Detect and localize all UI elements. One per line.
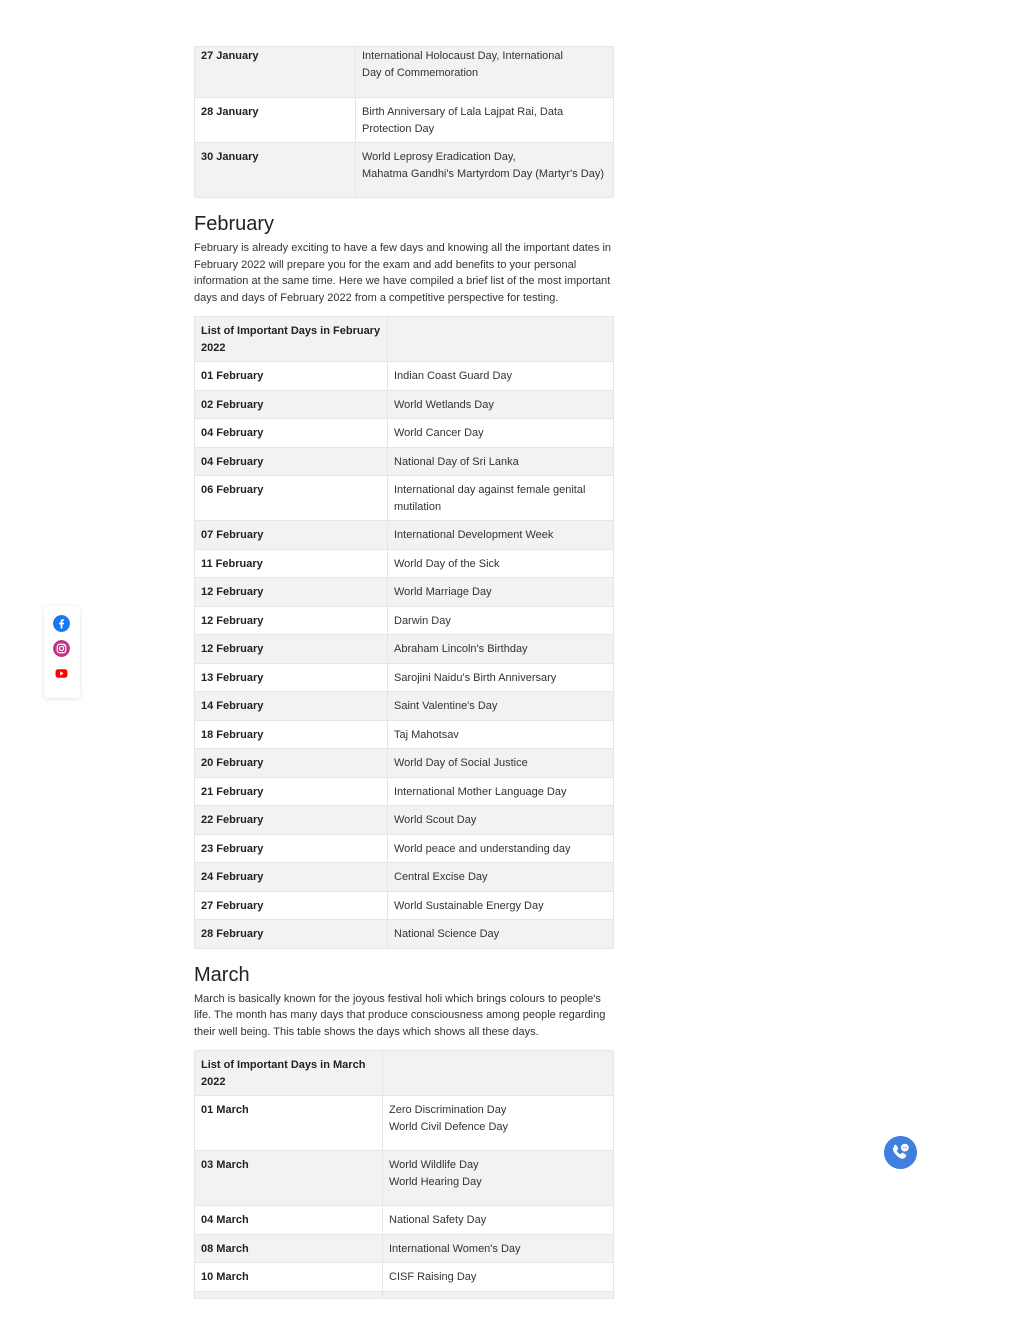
date-cell: 06 February — [195, 476, 388, 521]
date-cell: 13 February — [195, 663, 388, 692]
event-cell: Sarojini Naidu's Birth Anniversary — [388, 663, 614, 692]
event-cell: World Scout Day — [388, 806, 614, 835]
article-content — [194, 46, 613, 1299]
date-cell: 23 February — [195, 834, 388, 863]
event-cell: Abraham Lincoln's Birthday — [388, 635, 614, 664]
date-cell: 28 February — [195, 920, 388, 949]
date-cell: 27 January — [195, 47, 356, 98]
date-cell: 02 February — [195, 390, 388, 419]
table-row — [195, 1263, 614, 1292]
table-row — [195, 549, 614, 578]
table-row — [195, 1096, 614, 1151]
date-cell: 12 February — [195, 578, 388, 607]
february-table — [194, 316, 614, 949]
event-cell: World Day of the Sick — [388, 549, 614, 578]
table-header-row — [195, 1051, 614, 1096]
table-row — [195, 863, 614, 892]
table-row — [195, 362, 614, 391]
table-row — [195, 834, 614, 863]
instagram-icon[interactable] — [53, 640, 70, 657]
date-cell: 22 February — [195, 806, 388, 835]
event-cell — [383, 1151, 614, 1206]
date-cell: 04 March — [195, 1206, 383, 1235]
table-row — [195, 920, 614, 949]
event-cell: World Wetlands Day — [388, 390, 614, 419]
event-cell — [356, 143, 614, 198]
table-row — [195, 47, 614, 98]
date-cell: 18 February — [195, 720, 388, 749]
date-cell: 12 February — [195, 635, 388, 664]
february-heading: February — [194, 213, 275, 235]
event-cell: Saint Valentine's Day — [388, 692, 614, 721]
date-cell: 01 March — [195, 1096, 383, 1151]
table-header-row — [195, 317, 614, 362]
table-row — [195, 1234, 614, 1263]
table-row — [195, 1206, 614, 1235]
event-cell: World Cancer Day — [388, 419, 614, 448]
date-cell: 28 January — [195, 98, 356, 143]
youtube-icon[interactable] — [53, 665, 70, 682]
table-row — [195, 419, 614, 448]
march-table — [194, 1050, 614, 1299]
event-cell: Darwin Day — [388, 606, 614, 635]
table-row-partial — [195, 1291, 614, 1298]
event-cell: International Development Week — [388, 521, 614, 550]
date-cell: 20 February — [195, 749, 388, 778]
date-cell: 08 March — [195, 1234, 383, 1263]
event-cell — [383, 1234, 614, 1263]
march-heading: March — [194, 963, 250, 986]
date-cell — [195, 1291, 383, 1298]
event-cell: Indian Coast Guard Day — [388, 362, 614, 391]
date-cell: 04 February — [195, 447, 388, 476]
date-cell: 03 March — [195, 1151, 383, 1206]
event-line: International Women's Day — [389, 1242, 521, 1255]
event-cell: International day against female genital mutilation — [388, 476, 614, 521]
january-table — [194, 46, 614, 198]
table-row — [195, 476, 614, 521]
event-cell: World Day of Social Justice — [388, 749, 614, 778]
event-cell — [383, 1291, 614, 1298]
date-cell: 10 March — [195, 1263, 383, 1292]
march-intro: March is basically known for the joyous festival holi which brings colours to people's life. The month has many days that produce consciousness among people regarding their well being. This table shows the days which shows all these days. — [194, 992, 606, 1038]
event-cell: World Sustainable Energy Day — [388, 891, 614, 920]
date-cell: 12 February — [195, 606, 388, 635]
date-cell: 27 February — [195, 891, 388, 920]
date-cell: 01 February — [195, 362, 388, 391]
table-row — [195, 692, 614, 721]
event-line: National Safety Day — [389, 1214, 487, 1226]
event-cell: International Mother Language Day — [388, 777, 614, 806]
table-row — [195, 606, 614, 635]
event-line: World Hearing Day — [389, 1175, 482, 1188]
event-line: Zero Discrimination Day — [389, 1104, 507, 1116]
date-cell: 21 February — [195, 777, 388, 806]
event-line: World Civil Defence Day — [389, 1120, 509, 1133]
table-row — [195, 447, 614, 476]
date-cell: 24 February — [195, 863, 388, 892]
table-header-empty — [388, 317, 614, 362]
call-background — [884, 1136, 917, 1169]
date-cell: 07 February — [195, 521, 388, 550]
table-header-empty — [383, 1051, 614, 1096]
event-line: International Holocaust Day, International — [362, 50, 563, 62]
table-row — [195, 720, 614, 749]
facebook-icon[interactable] — [53, 615, 70, 632]
event-cell — [356, 98, 614, 143]
date-cell: 11 February — [195, 549, 388, 578]
event-cell — [383, 1096, 614, 1151]
event-line: Protection Day — [362, 122, 435, 135]
event-line: Day of Commemoration — [362, 66, 479, 79]
event-line: CISF Raising Day — [389, 1271, 477, 1283]
event-cell: National Science Day — [388, 920, 614, 949]
table-row — [195, 1151, 614, 1206]
event-line: Mahatma Gandhi's Martyrdom Day (Martyr's Day) — [362, 167, 604, 180]
call-button[interactable] — [884, 1136, 917, 1169]
table-row — [195, 749, 614, 778]
event-cell: Taj Mahotsav — [388, 720, 614, 749]
date-cell: 04 February — [195, 419, 388, 448]
event-cell: World Marriage Day — [388, 578, 614, 607]
event-line: World Wildlife Day — [389, 1159, 479, 1171]
event-line: Birth Anniversary of Lala Lajpat Rai, Data — [362, 106, 564, 118]
date-cell: 30 January — [195, 143, 356, 198]
table-row — [195, 663, 614, 692]
table-header-cell: List of Important Days in March 2022 — [195, 1051, 383, 1096]
table-row — [195, 806, 614, 835]
table-row — [195, 777, 614, 806]
table-row — [195, 390, 614, 419]
event-cell: National Day of Sri Lanka — [388, 447, 614, 476]
event-cell: Central Excise Day — [388, 863, 614, 892]
table-row — [195, 143, 614, 198]
table-header-cell: List of Important Days in February 2022 — [195, 317, 388, 362]
table-row — [195, 98, 614, 143]
event-cell: World peace and understanding day — [388, 834, 614, 863]
table-row — [195, 891, 614, 920]
table-row — [195, 635, 614, 664]
social-sidebar — [44, 606, 80, 698]
table-row — [195, 521, 614, 550]
event-cell — [383, 1263, 614, 1292]
february-intro: February is already exciting to have a few days and knowing all the important dates in February 2022 will prepare you for the exam and add benefits to your personal information at the same time. Here we have compiled a brief list of the most important days and days of February 2022 from a competitive perspective for testing. — [194, 242, 612, 304]
table-row — [195, 578, 614, 607]
date-cell: 14 February — [195, 692, 388, 721]
event-cell — [383, 1206, 614, 1235]
event-cell — [356, 47, 614, 98]
event-line: World Leprosy Eradication Day, — [362, 151, 516, 163]
